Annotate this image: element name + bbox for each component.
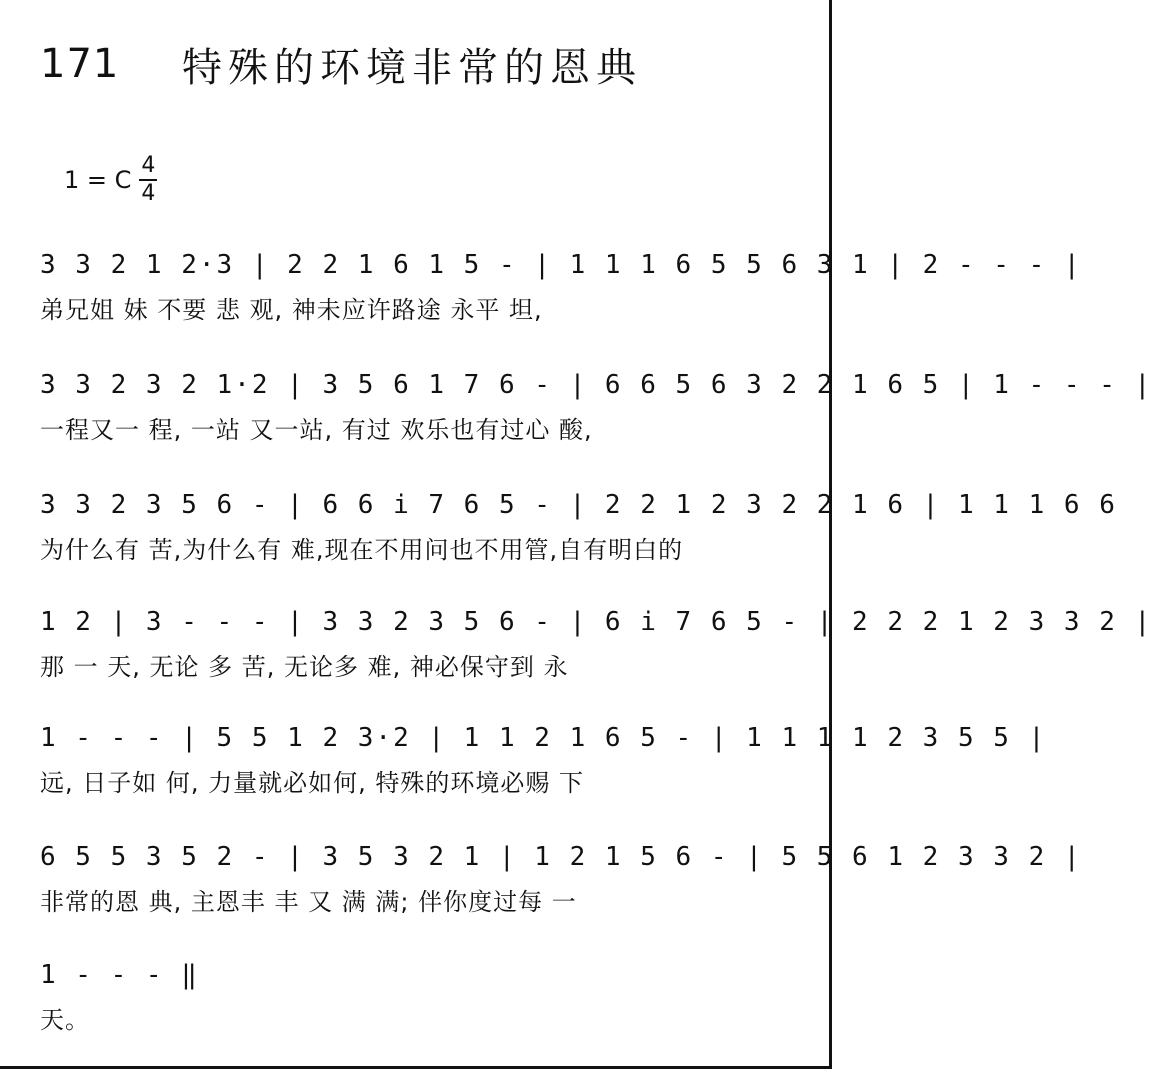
key-signature: [64, 150, 157, 210]
lyrics-line: 为什么有 苦,为什么有 难,现在不用问也不用管,自有明白的: [40, 536, 684, 564]
notation-line: 1 - - - ‖: [40, 960, 199, 990]
notation-line: 3 3 2 3 5 6 - | 6 6 i 7 6 5 - | 2 2 1 2 3 2 2 1 6 | 1 1 1 6 6: [40, 490, 1117, 520]
title-row: [40, 36, 642, 92]
music-system-5: [40, 713, 1047, 803]
lyrics-line: 弟兄姐 妹 不要 悲 观, 神未应许路途 永平 坦,: [40, 296, 543, 324]
notation-line: 3 3 2 1 2·3 | 2 2 1 6 1 5 - | 1 1 1 6 5 5 6 3 1 | 2 - - - |: [40, 250, 1082, 280]
music-system-6: [40, 832, 1082, 922]
lyrics-line: 那 一 天, 无论 多 苦, 无论多 难, 神必保守到 永: [40, 653, 569, 681]
lyrics-line: 一程又一 程, 一站 又一站, 有过 欢乐也有过心 酸,: [40, 416, 593, 444]
notation-line: 1 2 | 3 - - - | 3 3 2 3 5 6 - | 6 i 7 6 5 - | 2 2 2 1 2 3 3 2 |: [40, 607, 1152, 637]
music-system-4: [40, 597, 1152, 687]
notation-line: 6 5 5 3 5 2 - | 3 5 3 2 1 | 1 2 1 5 6 - | 5 5 6 1 2 3 3 2 |: [40, 842, 1082, 872]
music-system-2: [40, 360, 1152, 450]
key-text: 1 = C: [64, 166, 132, 194]
music-system-7: [40, 950, 810, 1040]
meter-top: 4: [141, 153, 156, 178]
lyrics-line: 非常的恩 典, 主恩丰 丰 又 满 满; 伴你度过每 一: [40, 888, 577, 916]
music-system-1: [40, 240, 1082, 330]
hymn-title: 特殊的环境非常的恩典: [182, 44, 642, 91]
meter-bottom: 4: [141, 181, 156, 206]
notation-line: 3 3 2 3 2 1·2 | 3 5 6 1 7 6 - | 6 6 5 6 3 2 2 1 6 5 | 1 - - - |: [40, 370, 1152, 400]
notation-line: 1 - - - | 5 5 1 2 3·2 | 1 1 2 1 6 5 - | 1 1 1 1 2 3 5 5 |: [40, 723, 1047, 753]
time-signature: [139, 155, 157, 205]
lyrics-line: 远, 日子如 何, 力量就必如何, 特殊的环境必赐 下: [40, 769, 585, 797]
hymn-number: 171: [40, 41, 120, 87]
lyrics-line: 天。: [40, 1006, 90, 1034]
music-system-3: [40, 480, 1117, 570]
